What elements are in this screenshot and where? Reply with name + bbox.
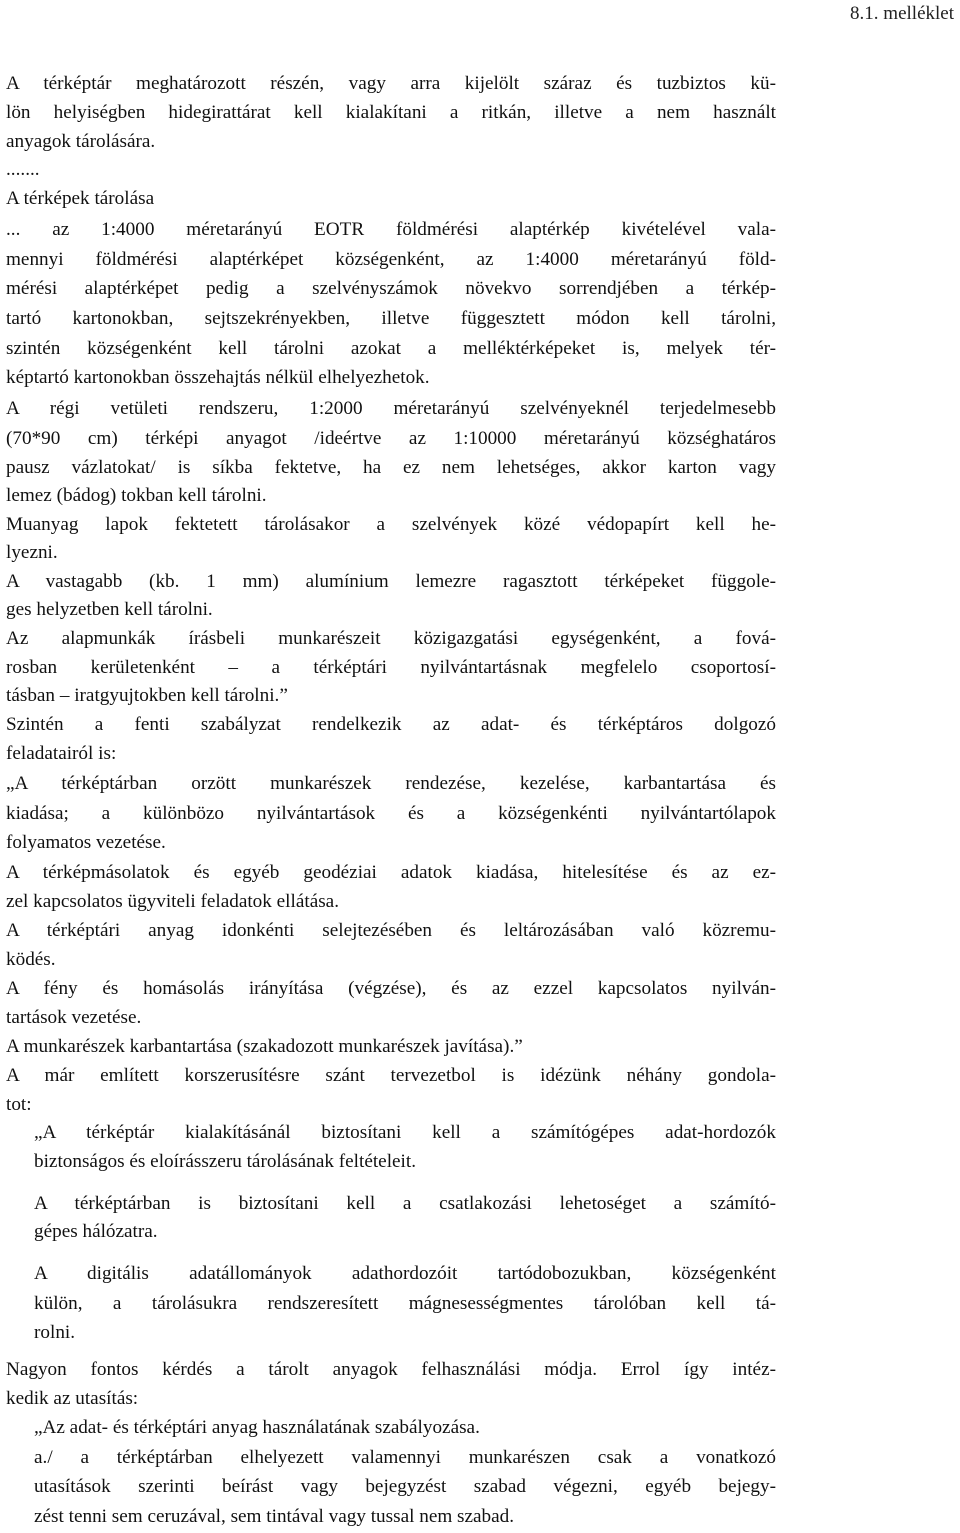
text-line: A térképek tárolása <box>6 188 155 209</box>
text-line: mennyi földmérési alaptérképet községenként, az 1:4000 méretarányú föld- <box>6 249 776 270</box>
text-line: utasítások szerinti beírást vagy bejegyzést szabad végezni, egyéb bejegy- <box>34 1476 776 1497</box>
text-line: lön helyiségben hidegirattárat kell kialakítani a ritkán, illetve a nem használt <box>6 102 776 123</box>
text-line: ködés. <box>6 949 56 970</box>
text-line: biztonságos és eloírásszeru tárolásának feltételeit. <box>34 1151 416 1172</box>
text-line: A térképtár meghatározott részén, vagy arra kijelölt száraz és tuzbiztos kü- <box>6 73 776 94</box>
text-line: A munkarészek karbantartása (szakadozott munkarészek javítása).” <box>6 1036 523 1057</box>
text-line: pausz vázlatokat/ is síkba fektetve, ha ez nem lehetséges, akkor karton vagy <box>6 457 776 478</box>
text-line: külön, a tárolásukra rendszeresített mágnesességmentes tárolóban kell tá- <box>34 1293 776 1314</box>
text-line: „A térképtárban orzött munkarészek rendezése, kezelése, karbantartása és <box>6 773 776 794</box>
text-line: ges helyzetben kell tárolni. <box>6 599 213 620</box>
text-line: Szintén a fenti szabályzat rendelkezik az adat- és térképtáros dolgozó <box>6 714 776 735</box>
text-line: lyezni. <box>6 542 58 563</box>
text-line: A digitális adatállományok adathordozóit tartódobozukban, községenként <box>34 1263 776 1284</box>
text-line: képtartó kartonokban összehajtás nélkül elhelyezhetok. <box>6 367 430 388</box>
text-line: szintén községenként kell tárolni azokat a melléktérképeket is, melyek tér- <box>6 338 776 359</box>
text-line: Nagyon fontos kérdés a tárolt anyagok felhasználási módja. Errol így intéz- <box>6 1359 776 1380</box>
text-line: ... az 1:4000 méretarányú EOTR földmérési alaptérkép kivételével vala- <box>6 219 776 240</box>
text-line: zést tenni sem ceruzával, sem tintával vagy tussal nem szabad. <box>34 1506 515 1527</box>
text-line: rolni. <box>34 1322 76 1343</box>
text-line: rosban kerületenként – a térképtári nyilvántartásnak megfelelo csoportosí- <box>6 657 776 678</box>
text-line: kedik az utasítás: <box>6 1388 139 1409</box>
text-line: A térképmásolatok és egyéb geodéziai adatok kiadása, hitelesítése és az ez- <box>6 862 776 883</box>
text-line: kiadása; a különbözo nyilvántartások és a községenkénti nyilvántartólapok <box>6 803 776 824</box>
text-line: A fény és homásolás irányítása (végzése), és az ezzel kapcsolatos nyilván- <box>6 978 776 999</box>
text-line: A régi vetületi rendszeru, 1:2000 méretarányú szelvényeknél terjedelmesebb <box>6 398 776 419</box>
text-line: A térképtári anyag idonkénti selejtezésében és leltározásában való közremu- <box>6 920 776 941</box>
text-line: tartások vezetése. <box>6 1007 142 1028</box>
text-line: A már említett korszerusítésre szánt tervezetbol is idézünk néhány gondola- <box>6 1065 776 1086</box>
text-line: A vastagabb (kb. 1 mm) alumínium lemezre ragasztott térképeket függole- <box>6 571 776 592</box>
text-line: A térképtárban is biztosítani kell a csatlakozási lehetoséget a számító- <box>34 1193 776 1214</box>
text-line: mérési alaptérképet pedig a szelvényszámok növekvo sorrendjében a térkép- <box>6 278 776 299</box>
text-line: ....... <box>6 159 40 180</box>
text-line: Az alapmunkák írásbeli munkarészeit közigazgatási egységenként, a fová- <box>6 628 776 649</box>
text-line: a./ a térképtárban elhelyezett valamennyi munkarészen csak a vonatkozó <box>34 1447 776 1468</box>
text-line: gépes hálózatra. <box>34 1221 158 1242</box>
text-line: (70*90 cm) térképi anyagot /ideértve az 1:10000 méretarányú községhatáros <box>6 428 776 449</box>
text-line: feladatairól is: <box>6 743 117 764</box>
text-line: anyagok tárolására. <box>6 131 156 152</box>
annex-label: 8.1. melléklet <box>850 3 954 24</box>
text-line: folyamatos vezetése. <box>6 832 166 853</box>
text-line: tásban – iratgyujtokben kell tárolni.” <box>6 685 288 706</box>
text-line: lemez (bádog) tokban kell tárolni. <box>6 485 267 506</box>
text-line: zel kapcsolatos ügyviteli feladatok ellátása. <box>6 891 339 912</box>
text-line: tartó kartonokban, sejtszekrényekben, illetve függesztett módon kell tárolni, <box>6 308 776 329</box>
text-line: tot: <box>6 1094 32 1115</box>
text-line: „Az adat- és térképtári anyag használatának szabályozása. <box>34 1417 480 1438</box>
text-line: Muanyag lapok fektetett tárolásakor a szelvények közé védopapírt kell he- <box>6 514 776 535</box>
text-line: „A térképtár kialakításánál biztosítani kell a számítógépes adat-hordozók <box>34 1122 776 1143</box>
